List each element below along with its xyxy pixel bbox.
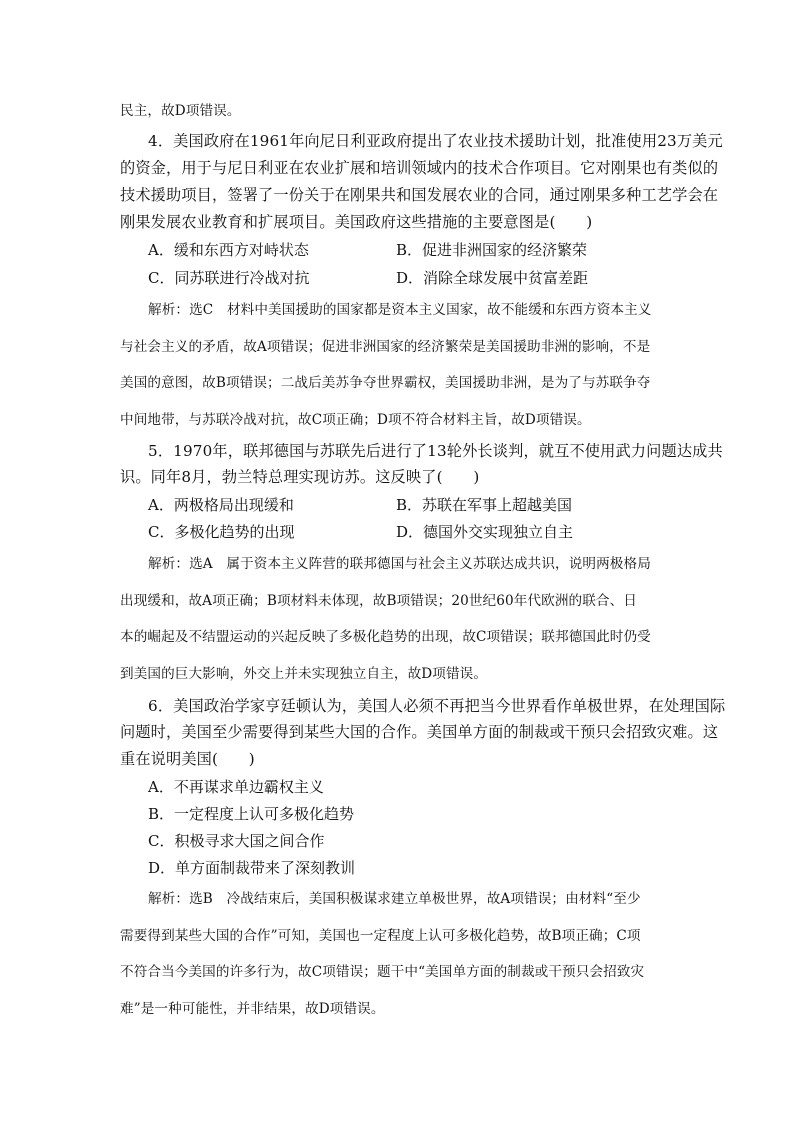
q4-analysis-line: 美国的意图，故B项错误；二战后美苏争夺世界霸权，美国援助非洲，是为了与苏联争夺 — [120, 375, 651, 391]
q6-stem-line: 6．美国政治学家亨廷顿认为，美国人必须不再把当今世界看作单极世界，在处理国际 — [148, 697, 726, 715]
q6-option-d[interactable]: D．单方面制裁带来了深刻教训 — [148, 859, 356, 877]
q5-stem-line: 5．1970年，联邦德国与苏联先后进行了13轮外长谈判，就互不使用武力问题达成共 — [148, 442, 723, 460]
q4-option-a[interactable]: A．缓和东西方对峙状态 — [148, 241, 309, 259]
q6-option-b[interactable]: B．一定程度上认可多极化趋势 — [148, 805, 355, 823]
q4-option-c[interactable]: C．同苏联进行冷战对抗 — [148, 269, 310, 287]
q4-option-b[interactable]: B．促进非洲国家的经济繁荣 — [396, 241, 588, 259]
q5-option-c[interactable]: C．多极化趋势的出现 — [148, 523, 295, 541]
q6-option-c[interactable]: C．积极寻求大国之间合作 — [148, 832, 325, 850]
q6-stem-line: 问题时，美国至少需要得到某些大国的合作。美国单方面的制裁或干预只会招致灾难。这 — [120, 723, 719, 741]
q6-analysis-line: 解析：选B 冷战结束后，美国积极谋求建立单极世界，故A项错误；由材料“至少 — [148, 891, 641, 907]
q5-stem-line: 识。同年8月，勃兰特总理实现访苏。这反映了( ) — [120, 468, 480, 486]
q5-analysis-line: 本的崛起及不结盟运动的兴起反映了多极化趋势的出现，故C项错误；联邦德国此时仍受 — [120, 629, 651, 645]
q4-analysis-line: 中间地带，与苏联冷战对抗，故C项正确；D项不符合材料主旨，故D项错误。 — [120, 412, 591, 428]
q5-analysis-line: 到美国的巨大影响，外交上并未实现独立自主，故D项错误。 — [120, 666, 488, 682]
q4-stem-line: 4．美国政府在1961年向尼日利亚政府提出了农业技术援助计划，批准使用23万美元 — [148, 132, 723, 150]
q6-stem-line: 重在说明美国( ) — [120, 750, 255, 768]
q4-analysis-line: 与社会主义的矛盾，故A项错误；促进非洲国家的经济繁荣是美国援助非洲的影响，不是 — [120, 339, 651, 355]
q5-analysis-line: 解析：选A 属于资本主义阵营的联邦德国与社会主义苏联达成共识，说明两极格局 — [148, 556, 651, 572]
q5-analysis-line: 出现缓和，故A项正确；B项材料未体现，故B项错误；20世纪60年代欧洲的联合、日 — [120, 593, 637, 609]
q4-stem-line: 技术援助项目，签署了一份关于在刚果共和国发展农业的合同，通过刚果多种工艺学会在 — [120, 186, 719, 204]
q5-option-a[interactable]: A．两极格局出现缓和 — [148, 496, 294, 514]
q4-stem-line: 刚果发展农业教育和扩展项目。美国政府这些措施的主要意图是( ) — [120, 213, 593, 231]
intro-tail-text: 民主，故D项错误。 — [120, 103, 241, 119]
q6-analysis-line: 需要得到某些大国的合作”可知，美国也一定程度上认可多极化趋势，故B项正确；C项 — [120, 928, 641, 944]
q4-analysis-line: 解析：选C 材料中美国援助的国家都是资本主义国家，故不能缓和东西方资本主义 — [148, 302, 652, 318]
q4-option-d[interactable]: D．消除全球发展中贫富差距 — [396, 269, 589, 287]
q6-analysis-line: 难”是一种可能性，并非结果，故D项错误。 — [120, 1001, 385, 1017]
q6-analysis-line: 不符合当今美国的许多行为，故C项错误；题干中“美国单方面的制裁或干预只会招致灾 — [120, 964, 645, 980]
q4-stem-line: 的资金，用于与尼日利亚在农业扩展和培训领域内的技术合作项目。它对刚果也有类似的 — [120, 159, 719, 177]
q5-option-b[interactable]: B．苏联在军事上超越美国 — [396, 496, 573, 514]
q5-option-d[interactable]: D．德国外交实现独立自主 — [396, 523, 574, 541]
q6-option-a[interactable]: A．不再谋求单边霸权主义 — [148, 778, 324, 796]
